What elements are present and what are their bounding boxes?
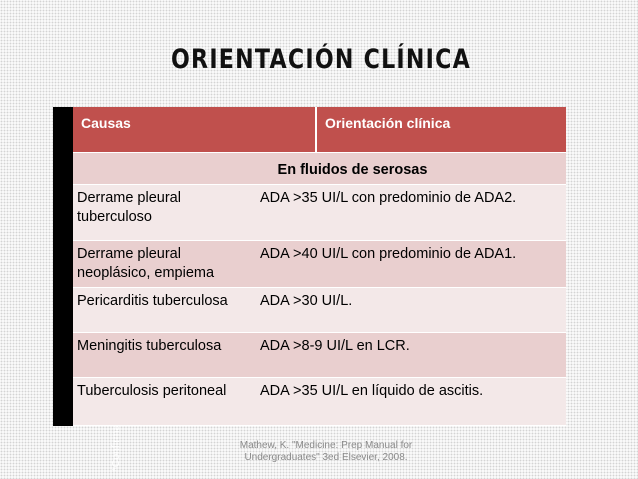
table-header-row <box>73 107 566 153</box>
orientation-cell: ADA >40 UI/L con predominio de ADA1. <box>260 246 517 262</box>
orientation-cell: ADA >35 UI/L con predominio de ADA2. <box>260 190 517 206</box>
citation-line-2: Undergraduates" 3ed Elsevier, 2008. <box>244 452 408 463</box>
cause-cell: Meningitis tuberculosa <box>77 338 222 354</box>
header-causas: Causas <box>73 107 317 152</box>
section-serosas: En fluidos de serosas <box>73 153 566 185</box>
orientation-cell: ADA >35 UI/L en líquido de ascitis. <box>260 383 484 399</box>
cause-cell: Derrame pleural neoplásico, empiema <box>77 246 215 281</box>
table-row <box>73 378 566 426</box>
table-row <box>73 241 566 288</box>
clinical-orientation-table <box>73 107 566 426</box>
cause-cell: Derrame pleural tuberculoso <box>77 190 181 225</box>
slide-title: ORIENTACIÓN CLÍNICA <box>171 44 471 75</box>
cause-cell: Pericarditis tuberculosa <box>77 293 228 309</box>
citation <box>226 440 426 464</box>
header-orientacion: Orientación clínica <box>325 115 451 131</box>
table-row <box>73 333 566 378</box>
table-row <box>73 288 566 333</box>
cause-cell: Tuberculosis peritoneal <box>77 383 227 399</box>
orientation-cell: ADA >8-9 UI/L en LCR. <box>260 338 410 354</box>
side-note-bar <box>53 107 74 426</box>
orientation-cell: ADA >30 UI/L. <box>260 293 353 309</box>
citation-line-1: Mathew, K. "Medicine: Prep Manual for <box>239 440 413 451</box>
table-row <box>73 185 566 241</box>
